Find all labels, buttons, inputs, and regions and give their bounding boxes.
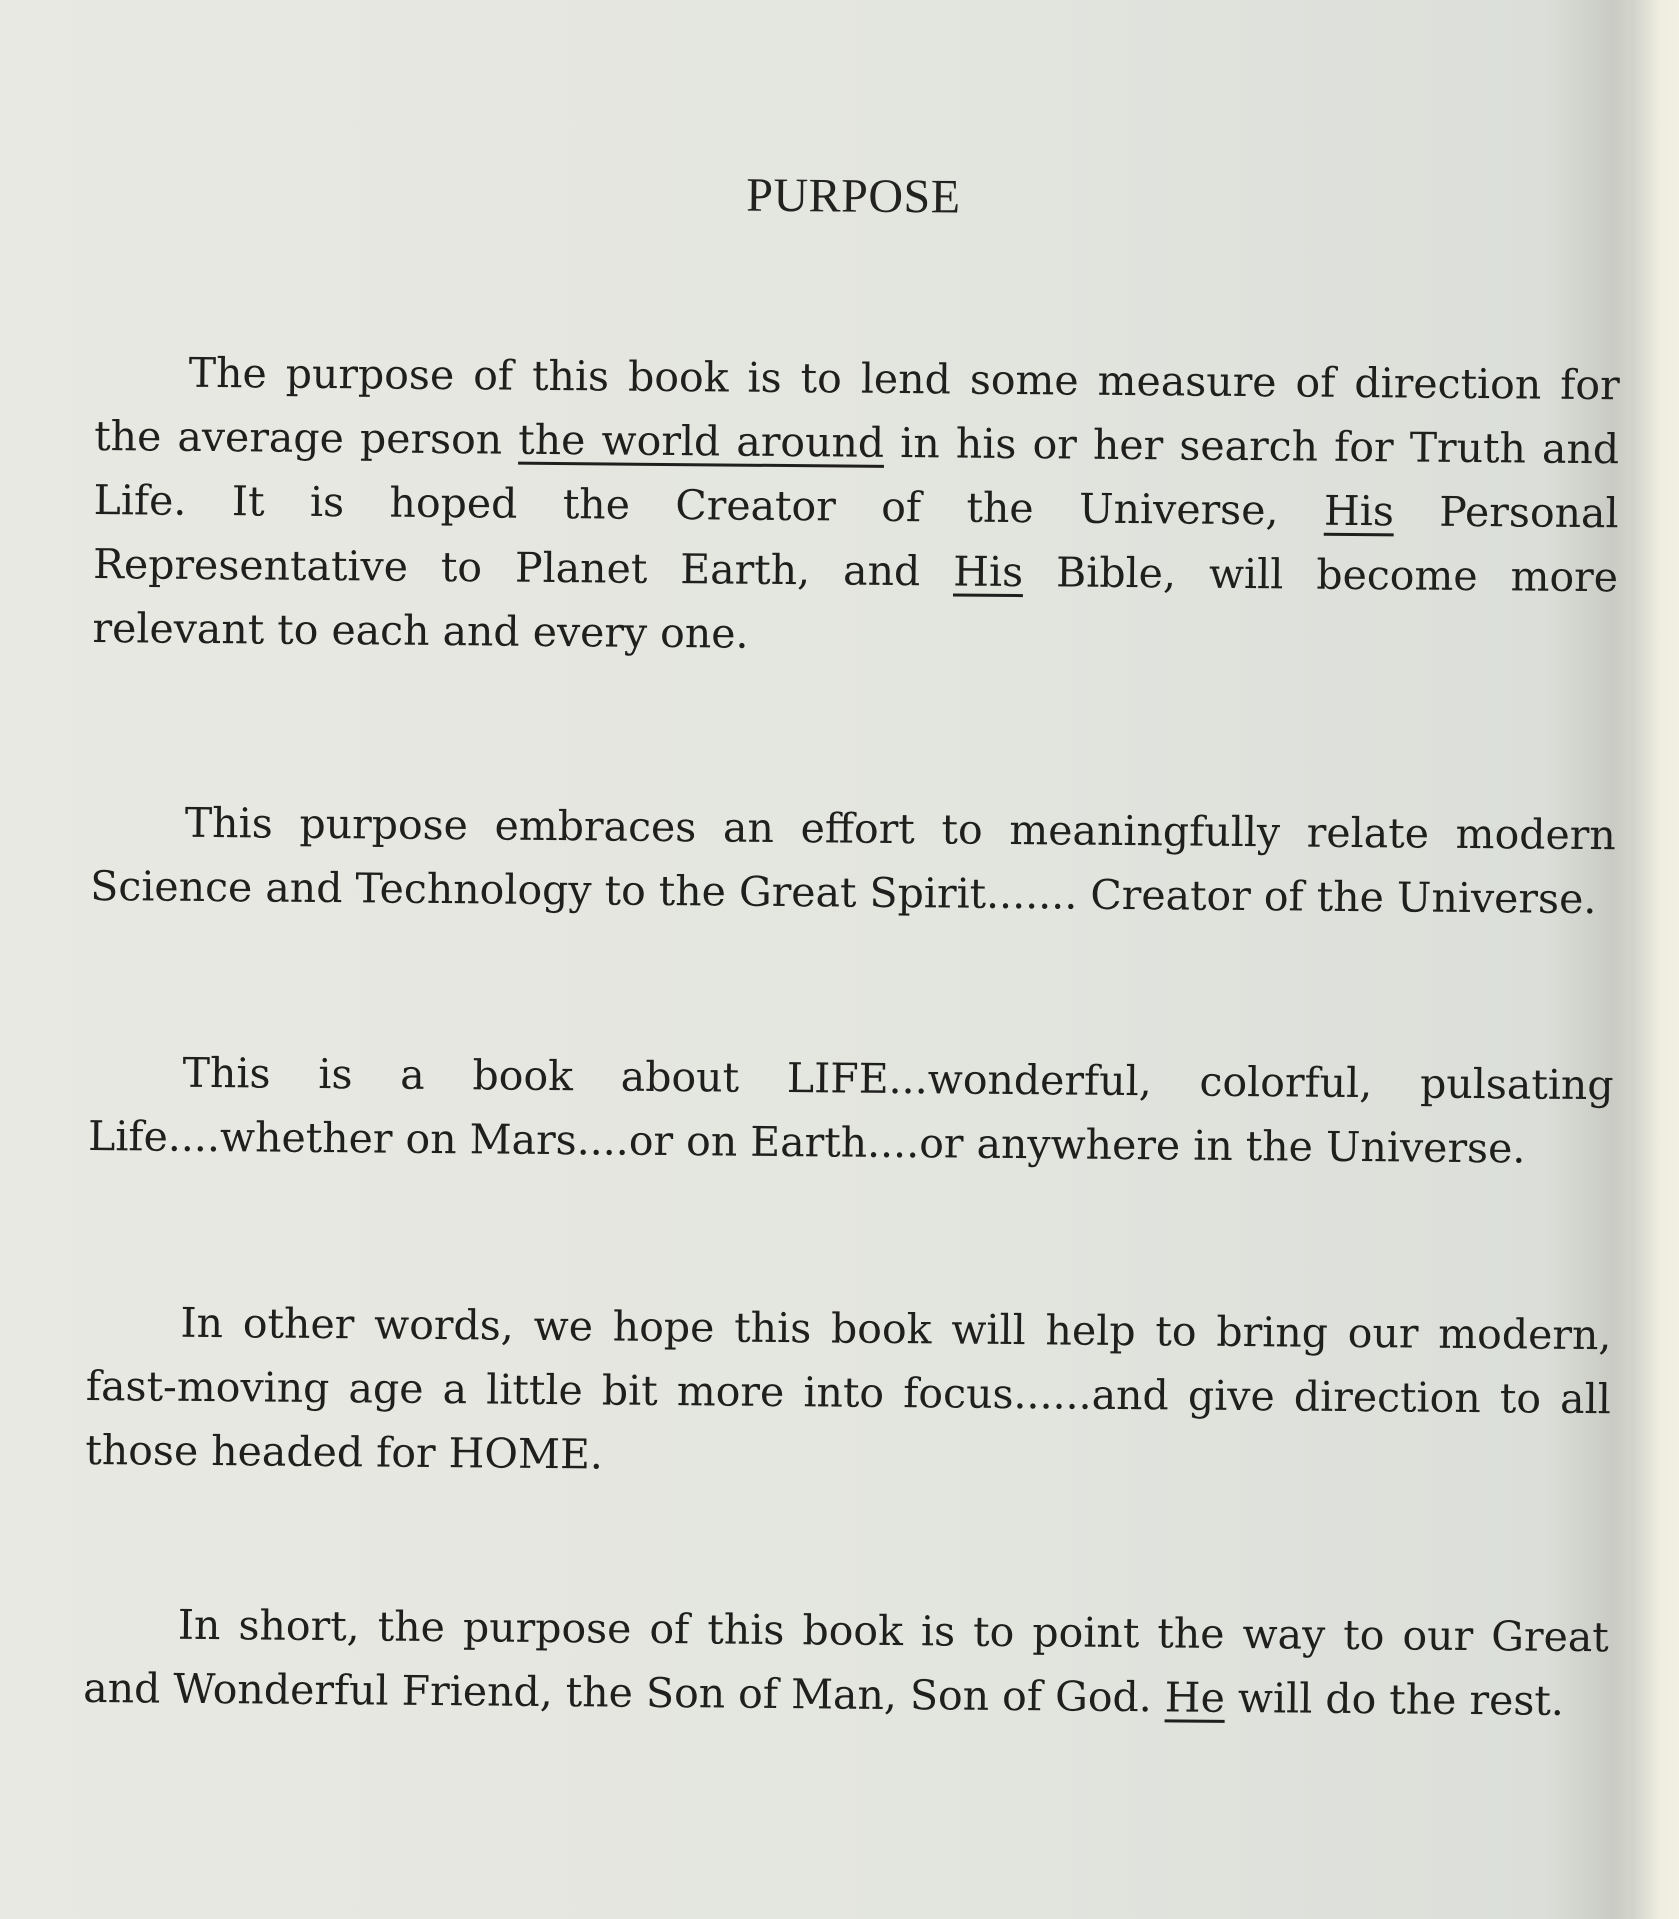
page-title: PURPOSE <box>746 168 961 224</box>
underlined-word: He <box>1164 1673 1226 1722</box>
paragraph-text: Bible, will become more relevant to each and every one. <box>92 548 1619 658</box>
paragraph-other-words: In other words, we hope this book will help to bring our modern, fast-moving age a little bit more into focus......and give direction to all those headed for HOME. <box>85 1298 1612 1479</box>
paragraph-text: In short, the purpose of this book is to point the way to our Great and Wonderful Friend, the Son of Man, Son of God. <box>83 1600 1609 1722</box>
paragraph-text: will do the rest. <box>1224 1673 1565 1725</box>
paragraph-life: This is a book about LIFE...wonderful, colorful, pulsating Life....whether on Mars....or on Earth....or anywhere in the Universe. <box>87 1048 1614 1173</box>
paragraph-text: in his or her search for Truth and Life. It is hoped the Creator of the Universe, <box>93 418 1620 535</box>
page-content <box>83 0 1623 1725</box>
underlined-word: His <box>952 547 1024 597</box>
underlined-word: His <box>1323 486 1395 536</box>
paragraph-text: The purpose of this book is to lend some measure of direction for the average person <box>93 348 1620 464</box>
paragraph-in-short <box>83 1592 1609 1733</box>
paragraph-purpose <box>92 340 1620 673</box>
underlined-phrase: the world around <box>518 415 885 467</box>
paragraph-text: Personal Representative to Planet Earth, and <box>92 487 1619 596</box>
paragraph-science: This purpose embraces an effort to meaningfully relate modern Science and Technology to the Great Spirit....... Creator of the Universe. <box>90 798 1616 924</box>
